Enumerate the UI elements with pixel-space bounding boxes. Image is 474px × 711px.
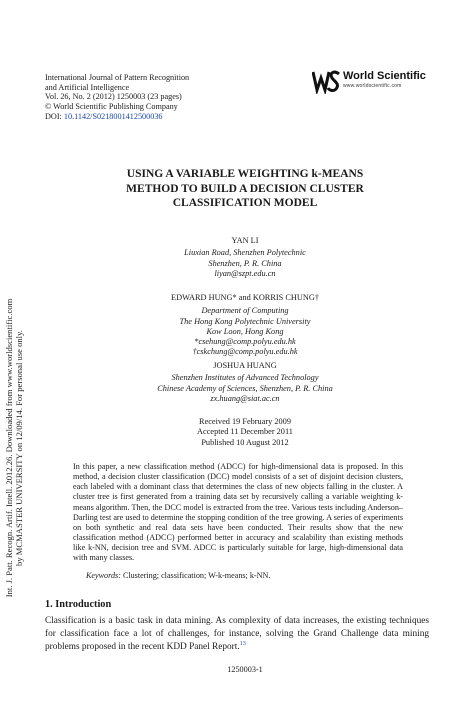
intro-text: Classification is a basic task in data mining. As complexity of data increases, the existing techniques for classification face a lot of challenges, for instance, solving the Grand Challenge data mining problems proposed in the recent KDD Panel Report. [45, 616, 429, 652]
author3-block [60, 361, 430, 404]
keywords-label: Keywords: [86, 571, 121, 580]
author1-name: YAN LI [231, 236, 259, 245]
journal-copyright: © World Scientific Publishing Company [45, 102, 178, 112]
author1-address2: Shenzhen, P. R. China [208, 258, 282, 268]
section-heading: 1. Introduction [45, 599, 112, 610]
author2-univ: The Hong Kong Polytechnic University [179, 316, 311, 326]
doi-link[interactable]: 10.1142/S0218001412500036 [63, 111, 163, 121]
citation-link[interactable]: 13 [239, 639, 246, 647]
abstract: In this paper, a new classification method (ADCC) for high-dimensional data is proposed. In this method, a decision cluster classification (DCC) model consists of a set of disjoint decision clusters, each labeled with a dominant class that determines the class of new objects falling in the cluster. A cluster tree is first generated from a training data set by recursively calling a variable weighting k-means algorithm. Then, the DCC model is extracted from the tree. Various tests including Anderson–Darling test are used to determine the stopping condition of the tree growing. A series of experiments on both synthetic and real data sets have been conducted. Their results show that the new classification method (ADCC) performed better in accuracy and scalability than existing methods like k-NN, decision tree and SVM. ADCC is particularly suitable for large, high-dimensional data with many classes. [73, 462, 403, 563]
journal-name-line2: and Artificial Intelligence [45, 82, 130, 92]
author1-block [60, 236, 430, 279]
date-accepted: Accepted 11 December 2011 [197, 427, 293, 437]
publisher-brand: World Scientific [343, 70, 426, 82]
author2-place: Kow Loon, Hong Kong [206, 326, 284, 336]
date-published: Published 10 August 2012 [201, 437, 289, 447]
publisher-logo[interactable] [312, 66, 442, 94]
download-side-note [2, 210, 24, 690]
author3-email[interactable]: zx.huang@siat.ac.cn [210, 393, 280, 403]
doi-label: DOI: [45, 111, 62, 121]
intro-paragraph [45, 615, 429, 653]
journal-name-line1: International Journal of Pattern Recognition [45, 73, 190, 82]
title-line2: METHOD TO BUILD A DECISION CLUSTER [126, 182, 364, 195]
author2-dept: Department of Computing [201, 306, 289, 316]
side-note-line1: Int. J. Patt. Recogn. Artif. Intell. 2012.26. Downloaded from www.worldscientific.com [4, 298, 14, 598]
author2-block [60, 293, 430, 358]
author1-email[interactable]: liyan@szpt.edu.cn [214, 268, 276, 278]
journal-volume: Vol. 26, No. 2 (2012) 1250003 (23 pages) [45, 92, 182, 102]
author2-email2[interactable]: †cskchung@comp.polyu.edu.hk [192, 347, 298, 357]
publication-dates [60, 417, 430, 448]
author2-names: EDWARD HUNG* and KORRIS CHUNG† [171, 293, 319, 302]
publisher-url: www.worldscientific.com [343, 83, 402, 89]
keywords-text: Clustering; classification; W-k-means; k-NN. [122, 571, 271, 580]
date-received: Received 19 February 2009 [199, 417, 291, 426]
author2-email1[interactable]: *csehung@comp.polyu.edu.hk [194, 337, 296, 347]
keywords [86, 571, 416, 581]
title-line1: USING A VARIABLE WEIGHTING k-MEANS [126, 168, 364, 180]
title-line3: CLASSIFICATION MODEL [172, 197, 318, 209]
world-scientific-logo-icon [312, 68, 342, 94]
side-note-line2: by MCMASTER UNIVERSITY on 12/09/14. For personal use only. [14, 330, 24, 566]
journal-info [45, 73, 189, 122]
author3-inst1: Shenzhen Institutes of Advanced Technology [171, 373, 319, 383]
paper-title [60, 167, 430, 211]
author1-address1: Liuxian Road, Shenzhen Polytechnic [184, 248, 306, 258]
author3-name: JOSHUA HUANG [213, 361, 277, 370]
author3-inst2: Chinese Academy of Sciences, Shenzhen, P. R. China [157, 383, 333, 393]
page-number: 1250003-1 [227, 665, 263, 674]
journal-doi [45, 112, 189, 122]
